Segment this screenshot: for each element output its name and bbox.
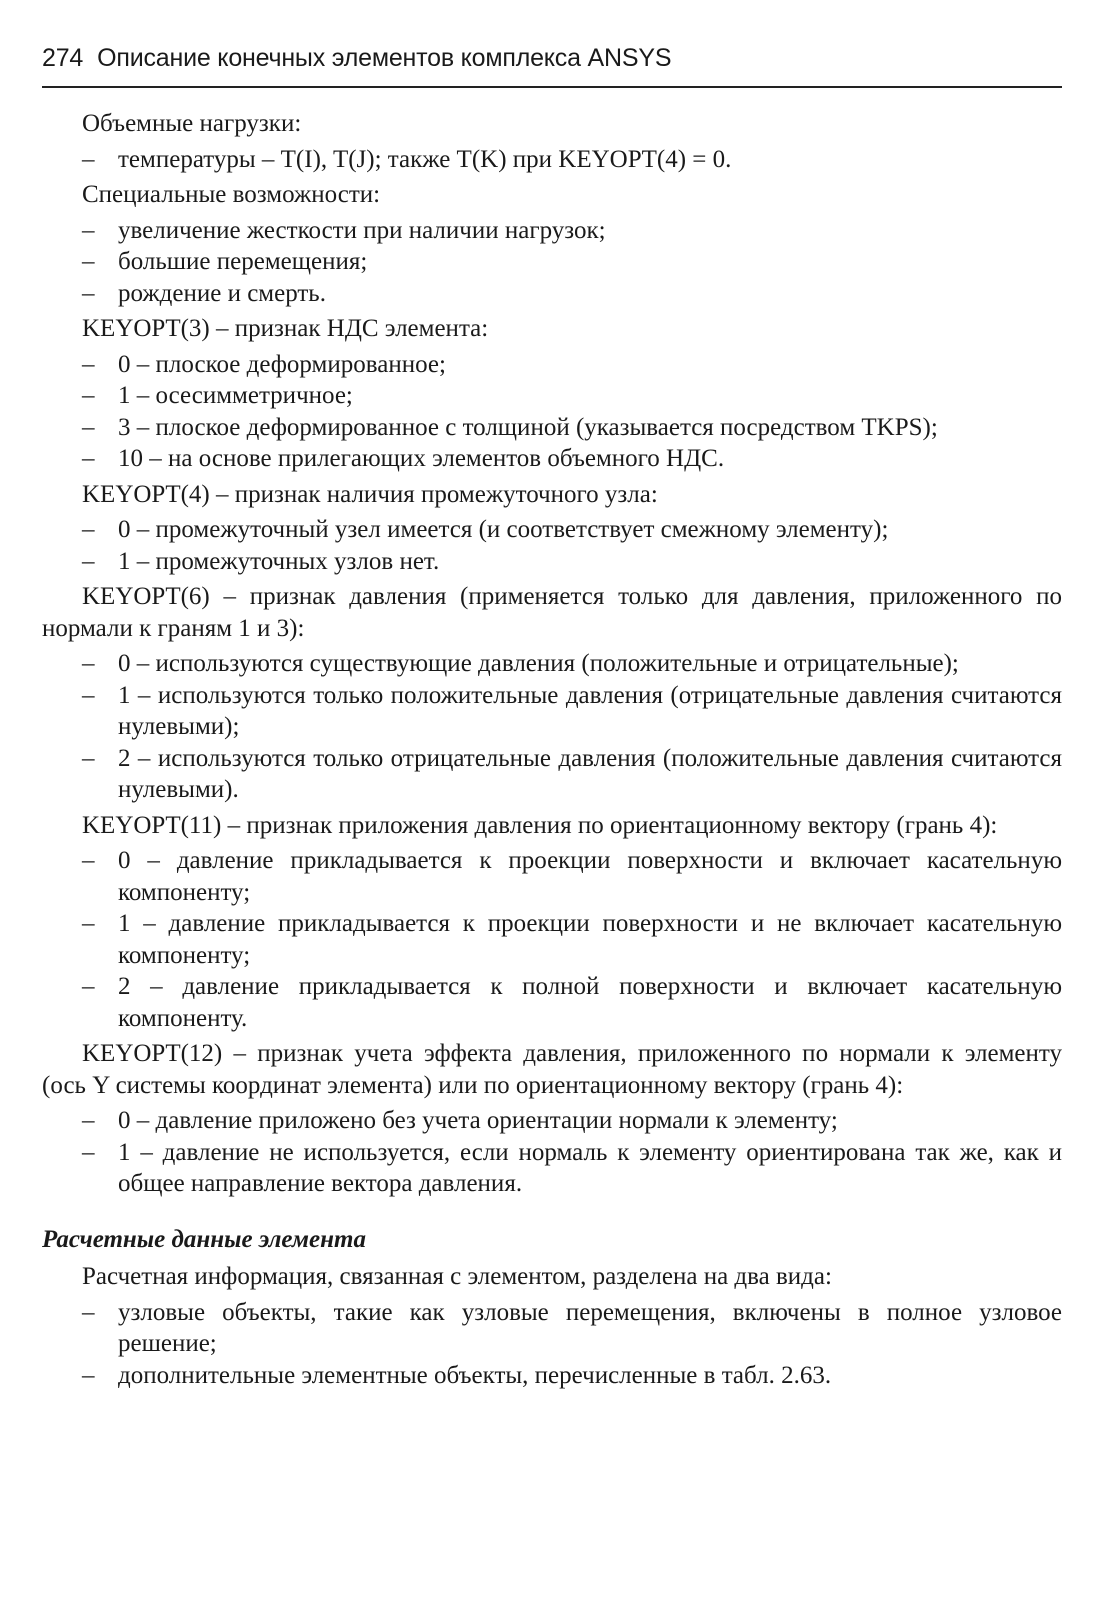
list-item — [42, 546, 1062, 578]
list-dash: – — [82, 910, 95, 937]
running-header — [42, 38, 1062, 88]
list-item-text: температуры – T(I), T(J); также T(K) при KEYOPT(4) = 0. — [118, 145, 732, 173]
paragraph-output-data: Расчетная информация, связанная с элементом, разделена на два вида: — [82, 1263, 832, 1290]
list-item — [42, 908, 1062, 971]
list-dash: – — [82, 681, 95, 709]
list-item — [42, 246, 1062, 278]
list-item-text: 0 – давление прикладывается к проекции поверхности и включает касательную компоненту; — [118, 847, 1062, 906]
paragraph-body-loads: Объемные нагрузки: — [82, 110, 302, 137]
list-item — [42, 743, 1062, 806]
list-item — [42, 349, 1062, 381]
list-item — [42, 1137, 1062, 1200]
list-keyopt3 — [42, 349, 1062, 475]
list-item-text: 2 – давление прикладывается к полной поверхности и включает касательную компоненту. — [118, 973, 1062, 1032]
list-item — [42, 1297, 1062, 1360]
list-item — [42, 680, 1062, 743]
list-item-text: узловые объекты, такие как узловые перемещения, включены в полное узловое решение; — [118, 1298, 1062, 1357]
list-item — [42, 971, 1062, 1034]
list-dash: – — [82, 445, 95, 472]
paragraph-keyopt4: KEYOPT(4) – признак наличия промежуточного узла: — [82, 480, 658, 508]
list-dash: – — [82, 1107, 95, 1134]
list-item-text: 1 – давление не используется, если нормаль к элементу ориентирована так же, как и общее направление вектора давления. — [118, 1138, 1062, 1197]
list-item-text: 3 – плоское деформированное с толщиной (указывается посредством TKPS); — [118, 413, 938, 441]
list-item — [42, 1105, 1062, 1137]
list-item — [42, 144, 1062, 176]
list-item-text: 0 – используются существующие давления (положительные и отрицательные); — [118, 650, 959, 677]
list-dash: – — [82, 847, 95, 874]
page-number: 274 — [42, 44, 84, 72]
list-dash: – — [82, 248, 95, 275]
list-dash: – — [82, 145, 95, 173]
list-keyopt12 — [42, 1105, 1062, 1200]
paragraph-special-features: Специальные возможности: — [82, 181, 381, 208]
list-item-text: 1 – осесимметричное; — [118, 382, 353, 409]
list-dash: – — [82, 350, 95, 378]
header-title: Описание конечных элементов комплекса ANSYS — [97, 44, 672, 72]
list-item-text: дополнительные элементные объекты, перечисленные в табл. 2.63. — [118, 1361, 832, 1389]
list-dash: – — [82, 1138, 95, 1166]
list-dash: – — [82, 1361, 95, 1389]
list-item — [42, 380, 1062, 412]
paragraph-keyopt6: KEYOPT(6) – признак давления (применяется только для давления, приложенного по нормали к граням 1 и 3): — [42, 583, 1062, 642]
paragraph-keyopt11: KEYOPT(11) – признак приложения давления по ориентационному вектору (грань 4): — [82, 811, 998, 839]
list-output-data — [42, 1297, 1062, 1392]
list-item — [42, 648, 1062, 680]
list-item-text: рождение и смерть. — [118, 279, 326, 307]
list-item — [42, 514, 1062, 546]
list-item-text: 1 – используются только положительные давления (отрицательные давления считаются нулевыми); — [118, 681, 1062, 740]
list-item-text: 0 – плоское деформированное; — [118, 350, 446, 378]
paragraph-keyopt12: KEYOPT(12) – признак учета эффекта давления, приложенного по нормали к элементу (ось Y системы координат элемента) или по ориентационному вектору (грань 4): — [42, 1040, 1062, 1099]
list-item-text: 0 – давление приложено без учета ориентации нормали к элементу; — [118, 1107, 838, 1134]
list-item-text: 1 – промежуточных узлов нет. — [118, 547, 440, 575]
section-heading: Расчетные данные элемента — [42, 1225, 366, 1253]
list-item-text: большие перемещения; — [118, 248, 368, 275]
list-dash: – — [82, 1298, 95, 1326]
list-keyopt6 — [42, 648, 1062, 806]
list-item — [42, 443, 1062, 475]
list-item — [42, 1360, 1062, 1392]
list-dash: – — [82, 547, 95, 575]
page-body — [42, 108, 1062, 1395]
list-keyopt4 — [42, 514, 1062, 577]
list-item-text: увеличение жесткости при наличии нагрузок; — [118, 216, 606, 244]
list-keyopt11 — [42, 845, 1062, 1034]
list-item-text: 1 – давление прикладывается к проекции поверхности и не включает касательную компоненту; — [118, 910, 1062, 969]
list-dash: – — [82, 650, 95, 677]
list-dash: – — [82, 279, 95, 307]
list-item-text: 10 – на основе прилегающих элементов объемного НДС. — [118, 445, 725, 472]
list-body-loads — [42, 144, 1062, 176]
list-dash: – — [82, 516, 95, 543]
list-dash: – — [82, 382, 95, 409]
list-item — [42, 215, 1062, 247]
list-item-text: 0 – промежуточный узел имеется (и соответствует смежному элементу); — [118, 516, 889, 543]
list-special-features — [42, 215, 1062, 310]
list-dash: – — [82, 216, 95, 244]
list-dash: – — [82, 973, 95, 1000]
list-dash: – — [82, 744, 95, 772]
list-item-text: 2 – используются только отрицательные давления (положительные давления считаются нулевыми). — [118, 744, 1062, 803]
paragraph-keyopt3: KEYOPT(3) – признак НДС элемента: — [82, 315, 489, 342]
list-item — [42, 845, 1062, 908]
list-item — [42, 412, 1062, 444]
list-item — [42, 278, 1062, 310]
list-dash: – — [82, 413, 95, 441]
